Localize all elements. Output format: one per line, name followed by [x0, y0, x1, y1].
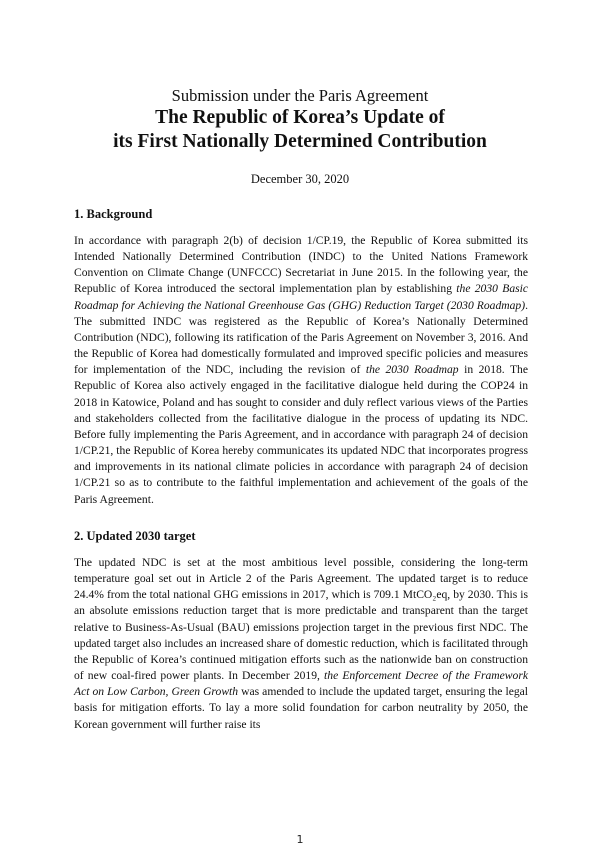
document-title-line-2: its First Nationally Determined Contribution [113, 131, 487, 152]
title-block [0, 86, 600, 187]
paragraph-text: . The submitted INDC was registered as the Republic of Korea’s Nationally Determined Contribution (NDC), following its ratification of the Paris Agreement on November 3, 2016. And the Republic of Korea had domestically formulated and improved specific policies and measures for implementation of the NDC, including the revision of [74, 298, 528, 377]
paragraph-text: In accordance with paragraph 2(b) of decision 1/CP.19, the Republic of Korea submitted its Intended Nationally Determined Contribution (INDC) to the United Nations Framework Convention on Climate Change (UNFCCC) Secretariat in June 2015. In the following year, the Republic of Korea introduced the sectoral implementation plan by establishing [74, 234, 528, 296]
section-paragraph [74, 233, 528, 508]
submission-subtitle: Submission under the Paris Agreement [171, 86, 429, 105]
paragraph-text-italic: the 2030 Roadmap [365, 363, 459, 377]
paragraph-text-italic: the Enforcement Decree of the Framework Act on Low Carbon, Green Growth [74, 669, 528, 699]
paragraph-text: The updated NDC is set at the most ambitious level possible, considering the long-term temperature goal set out in Article 2 of the Paris Agreement. The updated target is to reduce 24.4% from the total national GHG emissions in 2017, which is 709.1 MtCO₂eq, by 2030. This is an absolute emissions reduction target that is more predictable and transparent than the target relative to Business-As-Usual (BAU) emissions projection target in the previous first NDC. The updated target also includes an increased share of domestic reduction, which is facilitated through the Republic of Korea’s continued mitigation efforts such as the nationwide ban on construction of new coal-fired power plants. In December 2019, [74, 556, 528, 683]
section-heading: 2. Updated 2030 target [74, 529, 196, 543]
section-updated-target [74, 529, 528, 733]
document-date: December 30, 2020 [250, 172, 350, 186]
paragraph-text-italic: the 2030 Basic Roadmap for Achieving the National Greenhouse Gas (GHG) Reduction Target (2030 Roadmap) [74, 282, 528, 312]
page-number: 1 [296, 833, 304, 846]
paragraph-text: in 2018. The Republic of Korea also actively engaged in the facilitative dialogue held during the COP24 in 2018 in Katowice, Poland and has sought to consider and duly reflect various views of the Parties and stakeholders collected from the facilitative dialogue in the process of updating its NDC. Before fully implementing the Paris Agreement, and in accordance with paragraph 24 of decision 1/CP.21, the Republic of Korea hereby communicates its updated NDC that incorporates progress and improvements in its national climate policies in accordance with paragraph 24 of decision 1/CP.21 so as to contribute to the faithful implementation and achievement of the goals of the Paris Agreement. [74, 363, 528, 506]
document-title-line-1: The Republic of Korea’s Update of [155, 107, 445, 128]
paragraph-text: was amended to include the updated target, ensuring the legal basis for mitigation efforts. To lay a more solid foundation for carbon neutrality by 2050, the Korean government will further raise its [74, 685, 529, 731]
section-background [74, 207, 528, 508]
section-paragraph [74, 555, 528, 733]
section-heading: 1. Background [74, 207, 153, 221]
